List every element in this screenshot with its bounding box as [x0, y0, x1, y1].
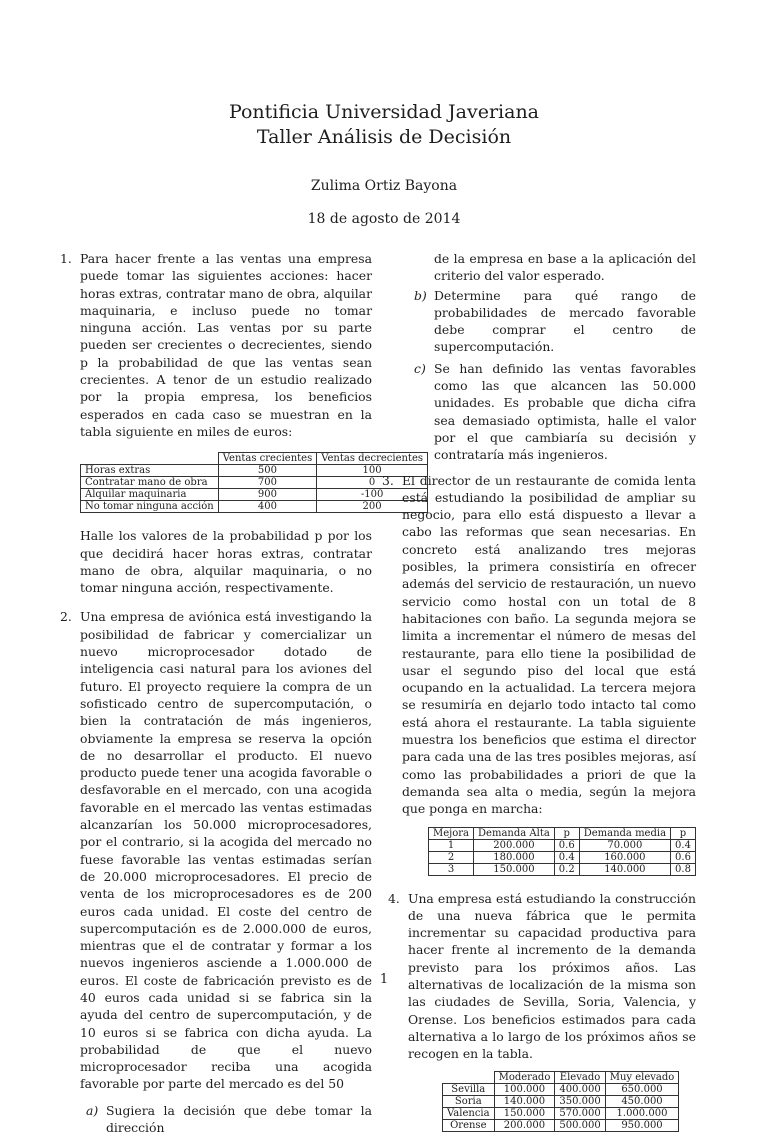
table-cell: 950.000: [605, 1120, 679, 1132]
improvements-table: [428, 827, 696, 876]
table-header-cell: [81, 453, 219, 465]
problem-number: 2.: [60, 609, 72, 625]
table-cell: Soria: [443, 1096, 495, 1108]
problem-1-question: [60, 527, 372, 596]
table-row: [81, 465, 428, 477]
subquestion-a: [86, 1102, 372, 1137]
table-cell: Sevilla: [443, 1084, 495, 1096]
author-name: Zulima Ortiz Bayona: [310, 178, 458, 194]
table-cell: Valencia: [443, 1108, 495, 1120]
table-cell: 900: [218, 489, 316, 501]
problem-intro: Una empresa de aviónica está investigando la posibilidad de fabricar y comercializar un nuevo microprocesador dotado de inteligencia casi natural para los aviones del futuro. El proyecto requiere la compra de un sofisticado centro de supercomputación, o bien la contratación de más ingenieros, obviamente la empresa se reserva la opción de no desarrollar el producto. El nuevo producto puede tener una acogida favorable o desfavorable en el mercado, con una acogida favorable en el mercado las ventas estimadas alcanzarían los 50.000 microprocesadores, por el contrario, si la acogida del mercado no fuese favorable las ventas estimadas serían de 20.000 microprocesadores. El precio de venta de los microprocesadores es de 200 euros cada unidad. El coste del centro de supercomputación es de 2.000.000 de euros, mientras que el de contratar y formar a los nuevos ingenieros asciende a 1.000.000 de euros. El coste de fabricación previsto es de 40 euros cada unidad si se fabrica sin la ayuda del centro de supercomputación, y de 10 euros si se fabrica con dicha ayuda. La probabilidad de que el nuevo microprocesador reciba una acogida favorable por parte del mercado es del 50: [80, 609, 372, 1092]
table-cell: 70.000: [579, 839, 670, 851]
table-row: [443, 1096, 679, 1108]
problem-number: 3.: [382, 472, 394, 488]
table-header-row: [429, 827, 696, 839]
problem-intro: Para hacer frente a las ventas una empresa puede tomar las siguientes acciones: hacer horas extras, contratar mano de obra, alquilar maquinaria, e incluso puede no tomar ninguna acción. Las ventas por su parte pueden ser crecientes o decrecientes, siendo p la probabilidad de que las ventas sean crecientes. A tenor de un estudio realizado por la propia empresa, los beneficios esperados en cada caso se muestran en la tabla siguiente en miles de euros:: [80, 251, 372, 439]
institution-title: Pontificia Universidad Javeriana: [228, 101, 540, 123]
subquestion-label: b): [414, 287, 427, 303]
page-number: 1: [379, 972, 389, 987]
subquestion-b: [414, 287, 696, 356]
subquestion-label: a): [86, 1102, 99, 1118]
document-title: Taller Análisis de Decisión: [256, 126, 512, 148]
table-header-cell: Muy elevado: [605, 1072, 679, 1084]
table-header-cell: Ventas crecientes: [218, 453, 316, 465]
table-row: [443, 1084, 679, 1096]
table-cell: 3: [429, 863, 474, 875]
table-cell: 100.000: [494, 1084, 555, 1096]
left-column: [60, 250, 423, 1140]
table-header-cell: Elevado: [555, 1072, 605, 1084]
table-cell: Horas extras: [81, 465, 219, 477]
table-cell: 570.000: [555, 1108, 605, 1120]
table-cell: 2: [429, 851, 474, 863]
problem-number: 4.: [388, 890, 400, 906]
document-header: [0, 100, 768, 228]
subquestion-a-continuation: de la empresa en base a la aplicación del criterio del valor esperado.: [434, 251, 696, 284]
table-cell: 0.6: [671, 851, 696, 863]
table-cell: 0.2: [554, 863, 579, 875]
table-cell: 180.000: [474, 851, 555, 863]
subquestion-label: c): [414, 360, 426, 376]
table-cell: -100: [317, 489, 428, 501]
table-header-cell: [443, 1072, 495, 1084]
table-cell: 500: [218, 465, 316, 477]
table-cell: 100: [317, 465, 428, 477]
table-header-cell: Demanda media: [579, 827, 670, 839]
table-cell: 150.000: [474, 863, 555, 875]
subquestion-text: Se han definido las ventas favorables como las que alcancen las 50.000 unidades. Es probable que dicha cifra sea demasiado optimista, halle el valor por el que cambiaría su decisión y contrataría más ingenieros.: [434, 360, 696, 463]
table-cell: 0.8: [671, 863, 696, 875]
table-cell: 1.000.000: [605, 1108, 679, 1120]
table-row: [429, 863, 696, 875]
problem-number: 1.: [60, 251, 72, 266]
subquestion-c: [414, 360, 696, 464]
table-cell: 400: [218, 501, 316, 513]
document-date: 18 de agosto de 2014: [307, 211, 461, 227]
table-cell: Orense: [443, 1120, 495, 1132]
right-column: [382, 250, 696, 1132]
problem-1: [60, 250, 372, 440]
problem-intro: Una empresa está estudiando la construcción de una nueva fábrica que le permita incrementar su capacidad productiva para hacer frente al incremento de la demanda previsto para los próximos años. Las alternativas de localización de la misma son las ciudades de Sevilla, Soria, Valencia, y Orense. Los beneficios estimados para cada alternativa a lo largo de los próximos años se recogen en la tabla.: [408, 890, 696, 1062]
sales-table-wrapper: [80, 452, 423, 513]
table-cell: 400.000: [555, 1084, 605, 1096]
table-row: [443, 1108, 679, 1120]
subquestion-text: Sugiera la decisión que debe tomar la dirección: [106, 1102, 372, 1136]
problem-3: [382, 472, 696, 818]
table-cell: 150.000: [494, 1108, 555, 1120]
table-cell: 140.000: [494, 1096, 555, 1108]
table-cell: No tomar ninguna acción: [81, 501, 219, 513]
table-row: [81, 477, 428, 489]
table-header-cell: Moderado: [494, 1072, 555, 1084]
table-cell: 0: [317, 477, 428, 489]
table-cell: Alquilar maquinaria: [81, 489, 219, 501]
table-header-row: [443, 1072, 679, 1084]
table-cell: 500.000: [555, 1120, 605, 1132]
table-header-cell: p: [671, 827, 696, 839]
table-cell: 650.000: [605, 1084, 679, 1096]
table-row: [81, 489, 428, 501]
table-cell: 160.000: [579, 851, 670, 863]
problem-question: Halle los valores de la probabilidad p por los que decidirá hacer horas extras, contratar mano de obra, alquilar maquinaria, o no tomar ninguna acción, respectivamente.: [80, 528, 372, 596]
table-header-row: [81, 453, 428, 465]
table-row: [429, 851, 696, 863]
table-header-cell: Mejora: [429, 827, 474, 839]
table-cell: 0.6: [554, 839, 579, 851]
table-cell: 200.000: [494, 1120, 555, 1132]
table-cell: 350.000: [555, 1096, 605, 1108]
table-header-cell: Demanda Alta: [474, 827, 555, 839]
table-cell: 450.000: [605, 1096, 679, 1108]
table-cell: 700: [218, 477, 316, 489]
table-cell: Contratar mano de obra: [81, 477, 219, 489]
locations-table-wrapper: [442, 1071, 696, 1132]
table-row: [429, 839, 696, 851]
sales-table: [80, 452, 428, 513]
table-header-cell: Ventas decrecientes: [317, 453, 428, 465]
table-cell: 0.4: [554, 851, 579, 863]
problem-intro: El director de un restaurante de comida lenta está estudiando la posibilidad de ampliar su negocio, para ello está dispuesto a llevar a cabo las reformas que sean necesarias. En concreto está analizando tres mejoras posibles, la primera consistiría en ofrecer además del servicio de restauración, un nuevo servicio como hostal con un total de 8 habitaciones con baño. La segunda mejora se limita a incrementar el número de mesas del restaurante, para ello tiene la posibilidad de usar el segundo piso del local que está ocupando en la actualidad. La tercera mejora se resumiría en dejarlo todo intacto tal como está ahora el restaurante. La tabla siguiente muestra los beneficios que estima el director para cada una de las tres posibles mejoras, así como las probabilidades a priori de que la demanda sea alta o media, según la mejora que ponga en marcha:: [402, 472, 696, 817]
table-header-cell: p: [554, 827, 579, 839]
table-row: [81, 501, 428, 513]
improvements-table-wrapper: [428, 827, 696, 876]
table-cell: 140.000: [579, 863, 670, 875]
table-cell: 200.000: [474, 839, 555, 851]
table-row: [443, 1120, 679, 1132]
table-cell: 200: [317, 501, 428, 513]
problem-2: [60, 608, 372, 1092]
table-cell: 1: [429, 839, 474, 851]
table-cell: 0.4: [671, 839, 696, 851]
subquestion-text: Determine para qué rango de probabilidades de mercado favorable debe comprar el centro de supercomputación.: [434, 287, 696, 355]
locations-table: [442, 1071, 679, 1132]
